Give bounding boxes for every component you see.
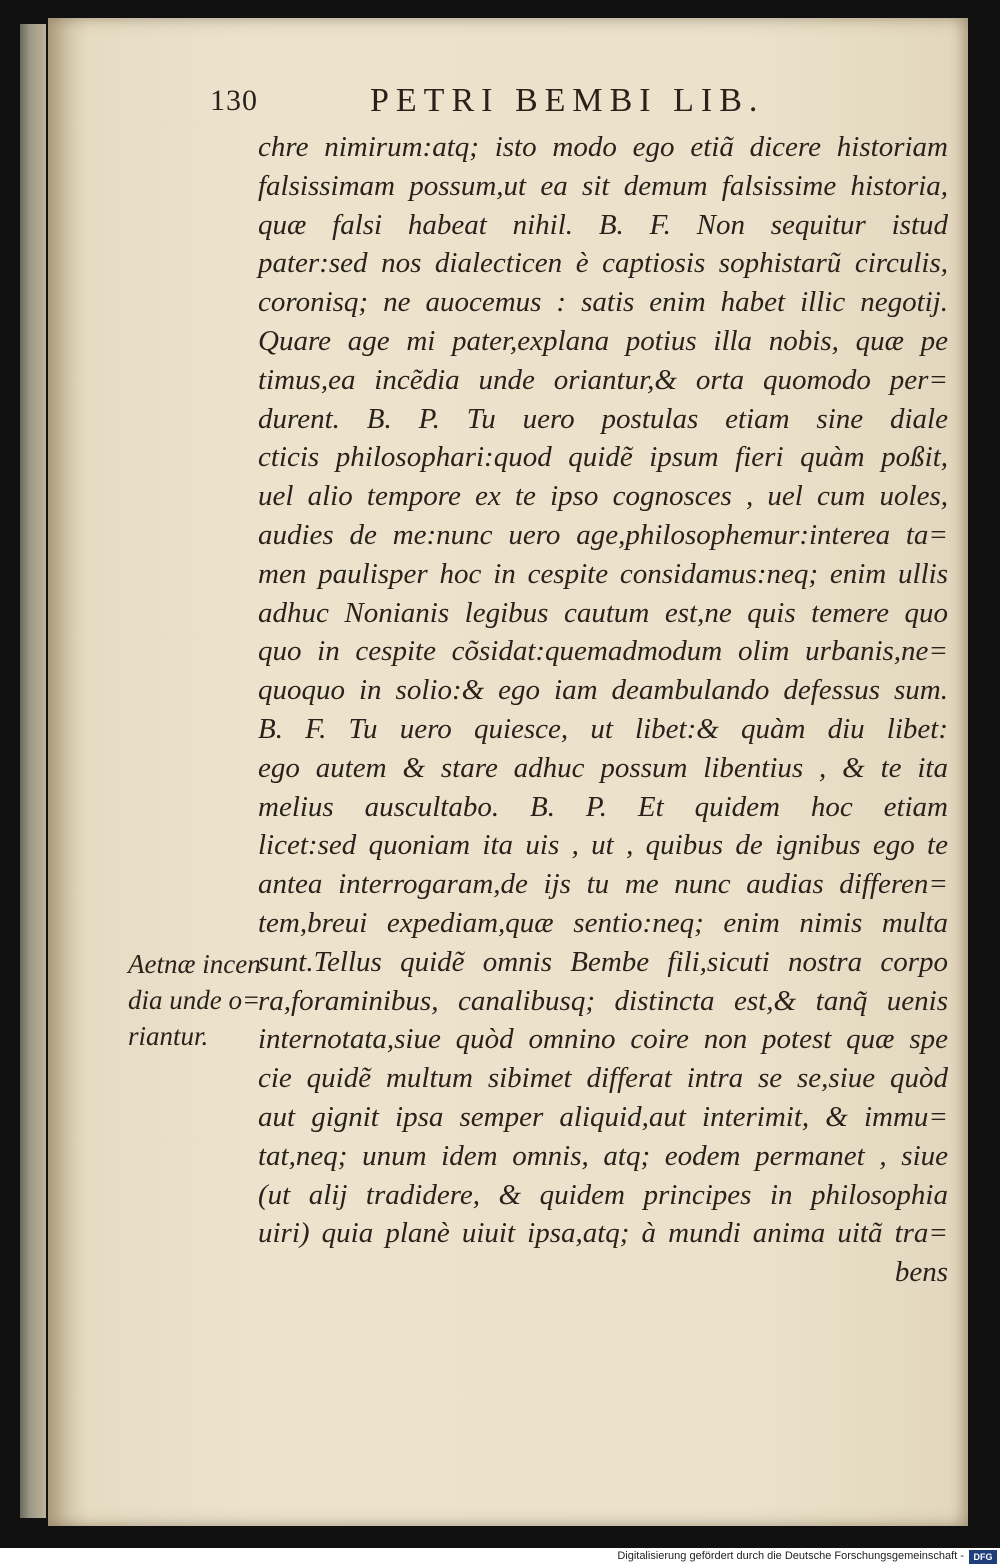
text-line: timus,ea incẽdia unde oriantur,& orta quomodo per= bbox=[258, 363, 948, 396]
body-text bbox=[258, 128, 948, 1292]
catchword: bens bbox=[894, 1256, 948, 1289]
text-line: internotata,siue quòd omnino coire non potest quæ spe bbox=[258, 1023, 948, 1056]
text-line: antea interrogaram,de ijs tu me nunc audias differen= bbox=[258, 868, 948, 901]
marginal-line: Aetnæ incen bbox=[128, 949, 261, 979]
text-line: adhuc Nonianis legibus cautum est,ne quis temere quo bbox=[258, 596, 948, 629]
running-head bbox=[210, 82, 850, 126]
marginal-line: dia unde o= bbox=[128, 985, 261, 1015]
digitization-credit: Digitalisierung gefördert durch die Deutsche Forschungsgemeinschaft - bbox=[617, 1550, 964, 1562]
text-line: ra,foraminibus, canalibusq; distincta est,& tanq̃ uenis bbox=[258, 984, 948, 1017]
marginal-note bbox=[128, 946, 278, 1054]
text-line: chre nimirum:atq; isto modo ego etiã dicere historiam bbox=[258, 131, 948, 163]
text-line: pater:sed nos dialecticen è captiosis sophistarũ circulis, bbox=[258, 247, 948, 280]
text-line: quæ falsi habeat nihil. B. F. Non sequitur istud bbox=[258, 208, 948, 241]
text-line: coronisq; ne auocemus : satis enim habet illic negotij. bbox=[258, 286, 948, 319]
marginal-line: riantur. bbox=[128, 1021, 209, 1051]
text-line: B. F. Tu uero quiesce, ut libet:& quàm diu libet: bbox=[258, 712, 948, 745]
text-line: uel alio tempore ex te ipso cognosces , uel cum uoles, bbox=[258, 480, 948, 513]
text-line: sunt.Tellus quidẽ omnis Bembe fili,sicuti nostra corpo bbox=[258, 945, 948, 978]
text-line: cticis philosophari:quod quidẽ ipsum fieri quàm poßit, bbox=[258, 441, 948, 474]
text-line: (ut alij tradidere, & quidem principes in philosophia bbox=[258, 1178, 948, 1211]
text-line: tem,breui expediam,quæ sentio:neq; enim nimis multa bbox=[258, 906, 948, 939]
page-number: 130 bbox=[210, 84, 258, 117]
page-edge bbox=[20, 24, 46, 1518]
text-line: aut gignit ipsa semper aliquid,aut interimit, & immu= bbox=[258, 1100, 948, 1133]
running-title: PETRI BEMBI LIB. bbox=[370, 82, 765, 119]
text-line: falsissimam possum,ut ea sit demum falsissime historia, bbox=[258, 169, 948, 202]
text-line: men paulisper hoc in cespite considamus:neq; enim ullis bbox=[258, 557, 948, 590]
footer-bar bbox=[0, 1548, 1000, 1567]
text-line: durent. B. P. Tu uero postulas etiam sine diale bbox=[258, 402, 948, 435]
text-line: licet:sed quoniam ita uis , ut , quibus de ignibus ego te bbox=[258, 829, 948, 862]
text-line: melius auscultabo. B. P. Et quidem hoc etiam bbox=[258, 790, 948, 823]
text-line: audies de me:nunc uero age,philosophemur:interea ta= bbox=[258, 518, 948, 551]
text-line: Quare age mi pater,explana potius illa nobis, quæ pe bbox=[258, 324, 948, 357]
text-line: uiri) quia planè uiuit ipsa,atq; à mundi anima uitã tra= bbox=[258, 1217, 948, 1250]
text-line: tat,neq; unum idem omnis, atq; eodem permanet , siue bbox=[258, 1139, 948, 1172]
text-line: quoquo in solio:& ego iam deambulando defessus sum. bbox=[258, 674, 948, 707]
text-line: cie quidẽ multum sibimet differat intra se se,siue quòd bbox=[258, 1062, 948, 1095]
text-line: ego autem & stare adhuc possum libentius , & te ita bbox=[258, 751, 948, 784]
dfg-logo-icon: DFG bbox=[969, 1550, 997, 1564]
text-line: quo in cespite cõsidat:quemadmodum olim urbanis,ne= bbox=[258, 635, 948, 668]
